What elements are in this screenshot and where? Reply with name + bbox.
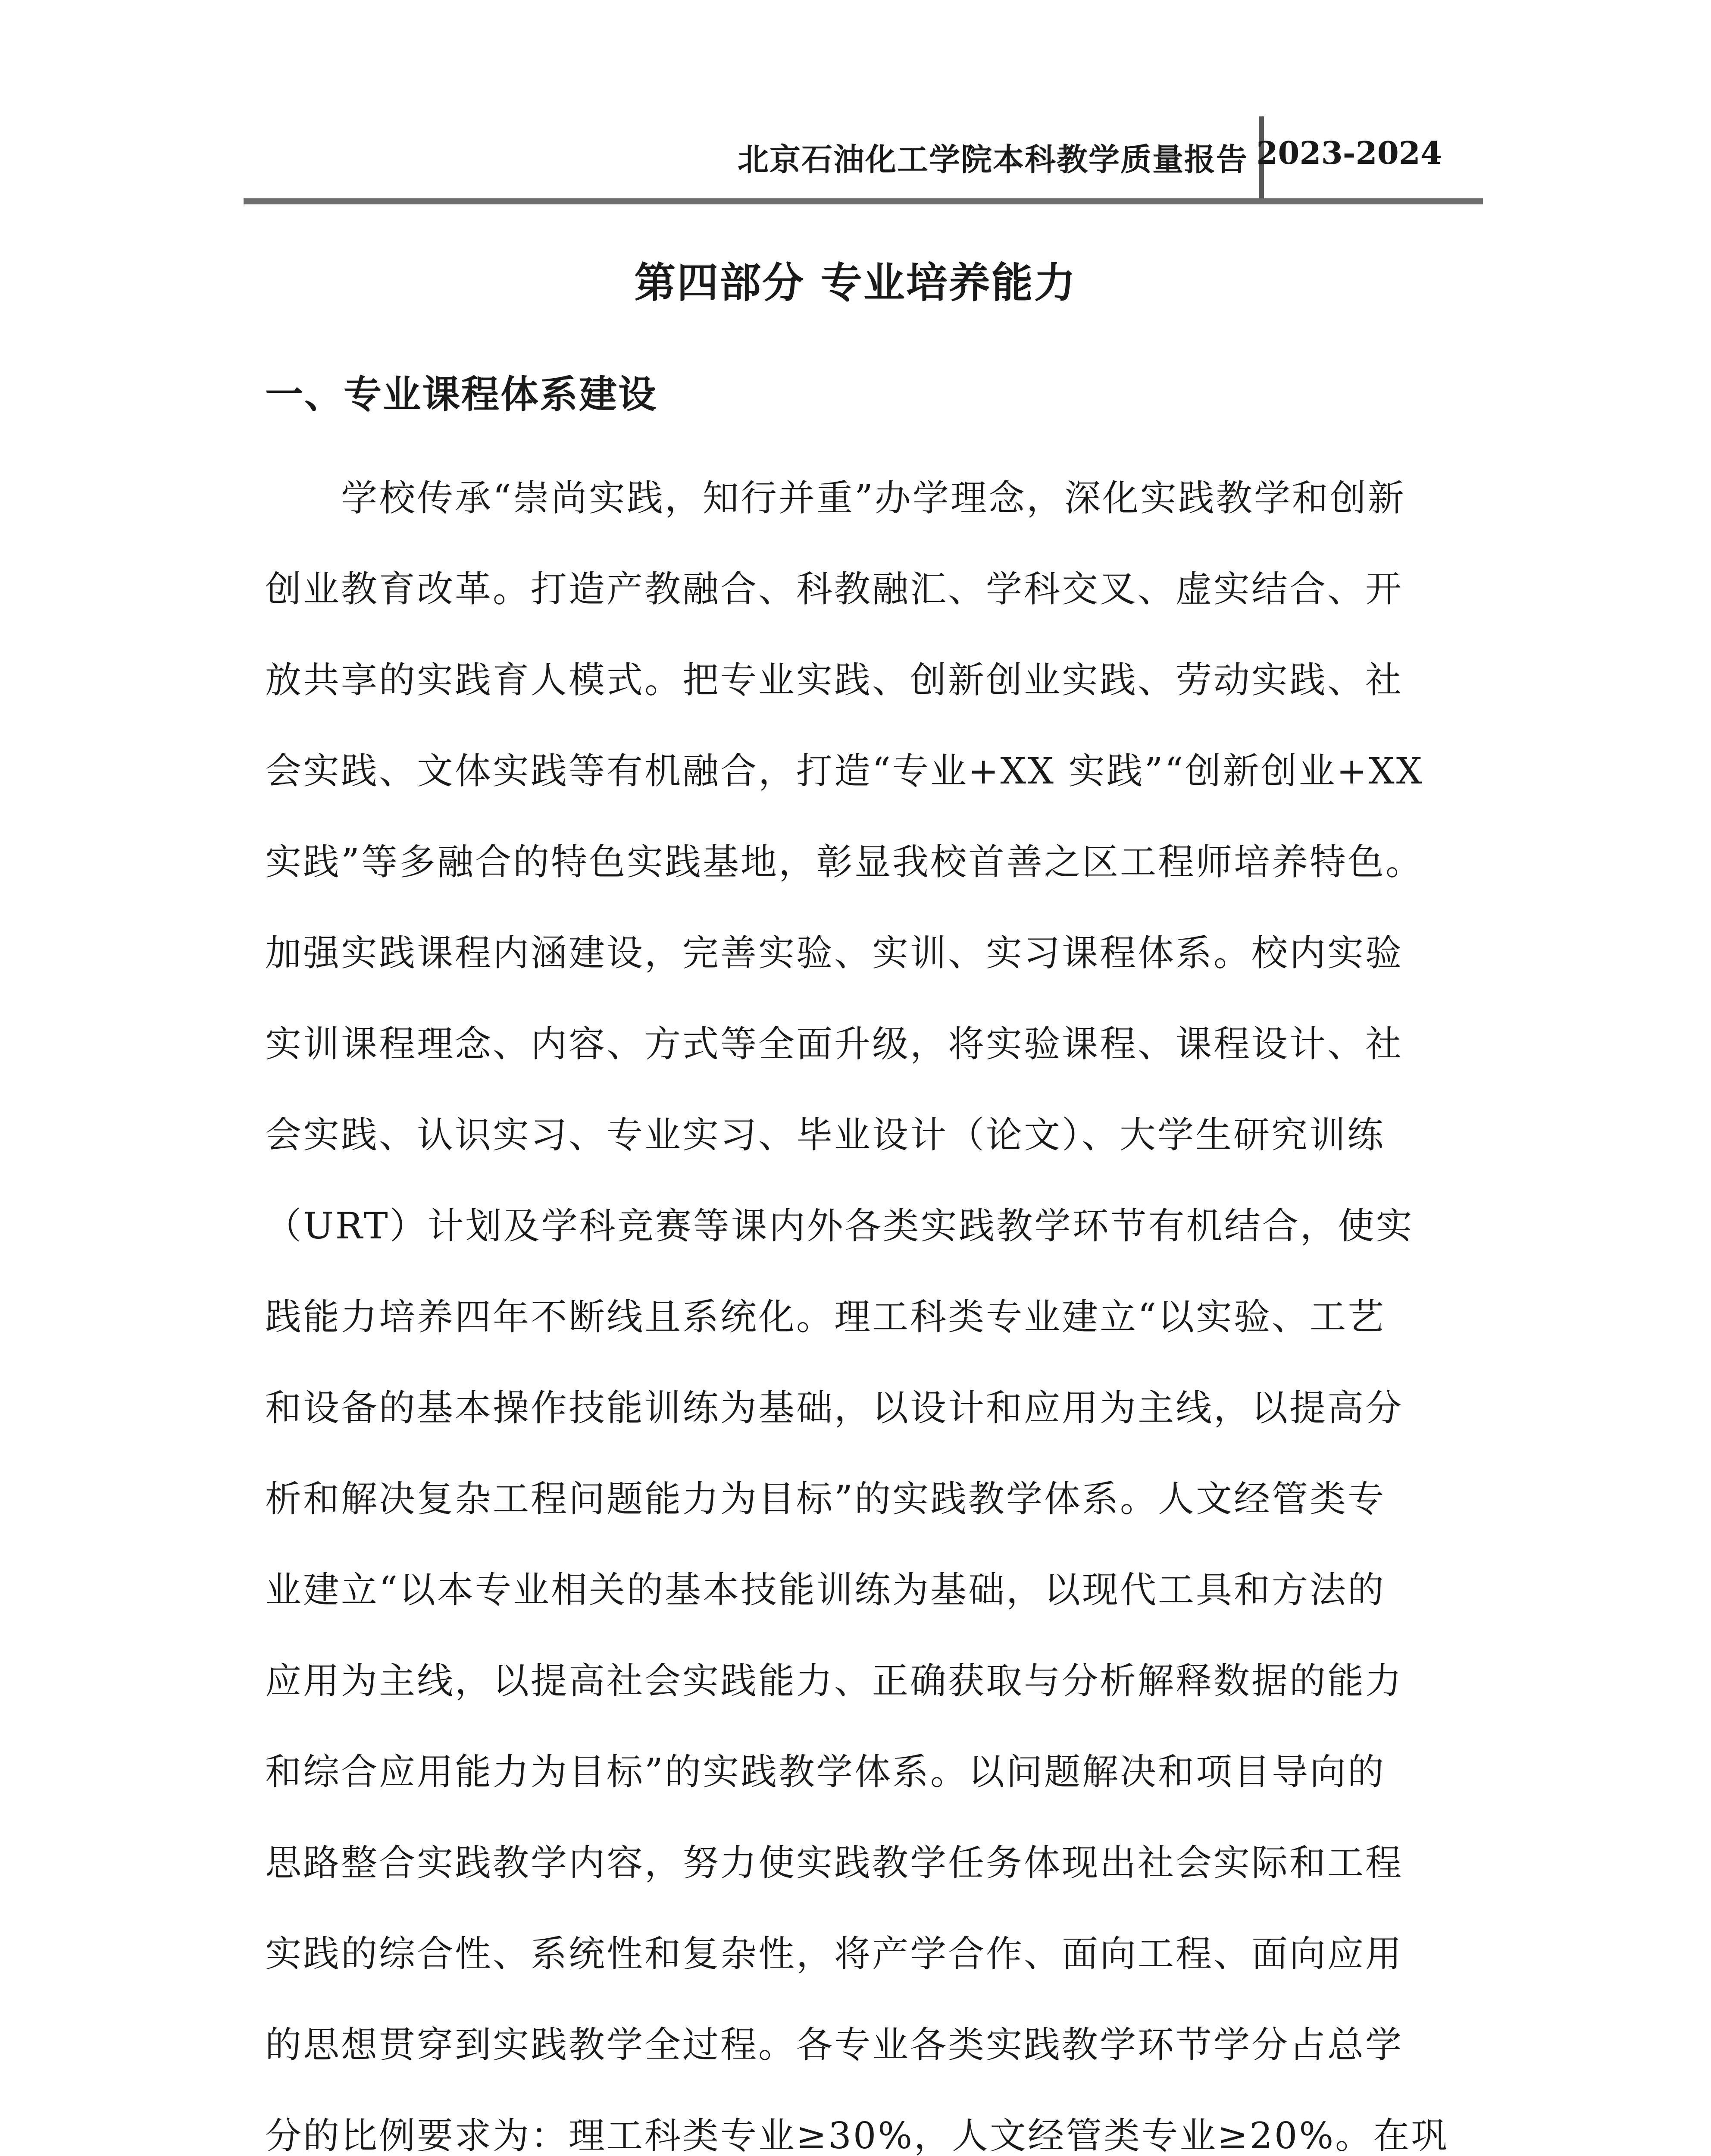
body-line: 践能力培养四年不断线且系统化。理工科类专业建立“以实验、工艺 xyxy=(265,1296,1386,1338)
header-rule xyxy=(244,198,1483,204)
body-line: 放共享的实践育人模式。把专业实践、创新创业实践、劳动实践、社 xyxy=(265,659,1404,701)
body-line: 和设备的基本操作技能训练为基础，以设计和应用为主线，以提高分 xyxy=(265,1387,1404,1429)
body-line: 分的比例要求为：理工科类专业≥30%，人文经管类专业≥20%。在巩 xyxy=(265,2115,1449,2156)
header-school-title: 北京石油化工学院本科教学质量报告 xyxy=(737,141,1248,178)
section-heading: 一、专业课程体系建设 xyxy=(265,372,658,417)
body-line: 加强实践课程内涵建设，完善实验、实训、实习课程体系。校内实验 xyxy=(265,932,1404,974)
body-line: 和综合应用能力为目标”的实践教学体系。以问题解决和项目导向的 xyxy=(265,1751,1386,1793)
running-header xyxy=(244,116,1483,203)
body-line: 实践的综合性、系统性和复杂性，将产学合作、面向工程、面向应用 xyxy=(265,1933,1404,1975)
body-line: 会实践、文体实践等有机融合，打造“专业+XX 实践”“创新创业+XX xyxy=(265,750,1424,792)
body-line: 实践”等多融合的特色实践基地，彰显我校首善之区工程师培养特色。 xyxy=(265,841,1423,883)
body-line: 创业教育改革。打造产教融合、科教融汇、学科交叉、虚实结合、开 xyxy=(265,568,1404,610)
body-line: 应用为主线，以提高社会实践能力、正确获取与分析解释数据的能力 xyxy=(265,1660,1404,1702)
body-line: 析和解决复杂工程问题能力为目标”的实践教学体系。人文经管类专 xyxy=(265,1478,1386,1520)
body-line: 业建立“以本专业相关的基本技能训练为基础，以现代工具和方法的 xyxy=(265,1569,1386,1611)
body-line: 思路整合实践教学内容，努力使实践教学任务体现出社会实际和工程 xyxy=(265,1842,1404,1884)
body-line: 的思想贯穿到实践教学全过程。各专业各类实践教学环节学分占总学 xyxy=(265,2024,1404,2066)
body-line: 学校传承“崇尚实践，知行并重”办学理念，深化实践教学和创新 xyxy=(265,477,1406,519)
body-line: （URT）计划及学科竞赛等课内外各类实践教学环节有机结合，使实 xyxy=(265,1205,1414,1247)
header-year: 2023-2024 xyxy=(1256,135,1442,171)
body-text xyxy=(265,453,1464,2156)
page-title: 第四部分 专业培养能力 xyxy=(634,258,1077,307)
body-line: 会实践、认识实习、专业实习、毕业设计（论文）、大学生研究训练 xyxy=(265,1114,1386,1156)
body-line: 实训课程理念、内容、方式等全面升级，将实验课程、课程设计、社 xyxy=(265,1023,1404,1065)
